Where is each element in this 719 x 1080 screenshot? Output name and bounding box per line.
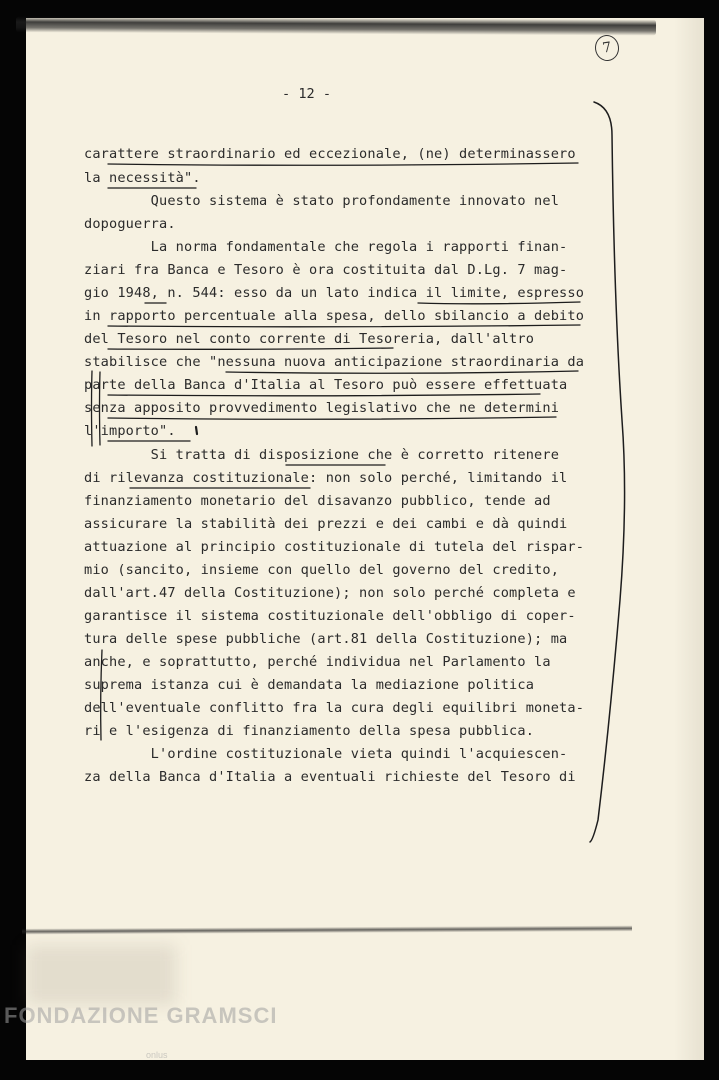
paper-shadow (674, 18, 704, 1060)
text-line: finanziamento monetario del disavanzo pubblico, tende ad (84, 493, 551, 509)
watermark-logo: FONDAZIONE GRAMSCI (4, 1003, 278, 1028)
text-line: L'ordine costituzionale vieta quindi l'acquiescen- (84, 746, 568, 762)
margin-note-circled-number: 7 (593, 33, 620, 62)
text-line: Si tratta di disposizione che è corretto ritenere (84, 447, 560, 463)
text-line: ri e l'esigenza di finanziamento della spesa pubblica. (84, 723, 535, 739)
text-line: garantisce il sistema costituzionale dell'obbligo di coper- (84, 608, 576, 624)
text-line: Questo sistema è stato profondamente innovato nel (84, 193, 560, 209)
text-line: stabilisce che "nessuna nuova anticipazione straordinaria da (84, 354, 585, 370)
text-line: attuazione al principio costituzionale di tutela del rispar- (84, 539, 585, 555)
text-line: assicurare la stabilità dei prezzi e dei cambi e dà quindi (84, 516, 568, 532)
text-line: l'importo". (84, 423, 176, 439)
text-line: dopoguerra. (84, 216, 176, 232)
text-line: parte della Banca d'Italia al Tesoro può essere effettuata (84, 377, 568, 393)
text-line: za della Banca d'Italia a eventuali richieste del Tesoro di (84, 769, 576, 785)
text-line: del Tesoro nel conto corrente di Tesoreria, dall'altro (84, 331, 535, 347)
text-line: La norma fondamentale che regola i rapporti finan- (84, 239, 568, 255)
text-line: gio 1948, n. 544: esso da un lato indica il limite, espresso (84, 285, 585, 301)
text-line: tura delle spese pubbliche (art.81 della Costituzione); ma (84, 631, 568, 647)
text-line: anche, e soprattutto, perché individua nel Parlamento la (84, 654, 551, 670)
text-line: la necessità". (84, 170, 201, 186)
text-line: in rapporto percentuale alla spesa, dello sbilancio a debito (84, 308, 585, 324)
text-line: carattere straordinario ed eccezionale, (ne) determinassero (84, 146, 576, 162)
page-number: - 12 - (282, 86, 332, 102)
text-line: dell'eventuale conflitto fra la cura degli equilibri moneta- (84, 700, 585, 716)
top-scan-smudge (16, 16, 656, 35)
text-line: dall'art.47 della Costituzione); non solo perché completa e (84, 585, 576, 601)
text-line: suprema istanza cui è demandata la mediazione politica (84, 677, 535, 693)
watermark-subtitle: onlus (146, 1050, 168, 1060)
text-line: mio (sancito, insieme con quello del governo del credito, (84, 562, 560, 578)
text-line: ziari fra Banca e Tesoro è ora costituita dal D.Lg. 7 mag- (84, 262, 568, 278)
text-line: senza apposito provvedimento legislativo che ne determini (84, 400, 560, 416)
text-line: di rilevanza costituzionale: non solo perché, limitando il (84, 470, 568, 486)
bottom-stain (26, 945, 176, 1005)
